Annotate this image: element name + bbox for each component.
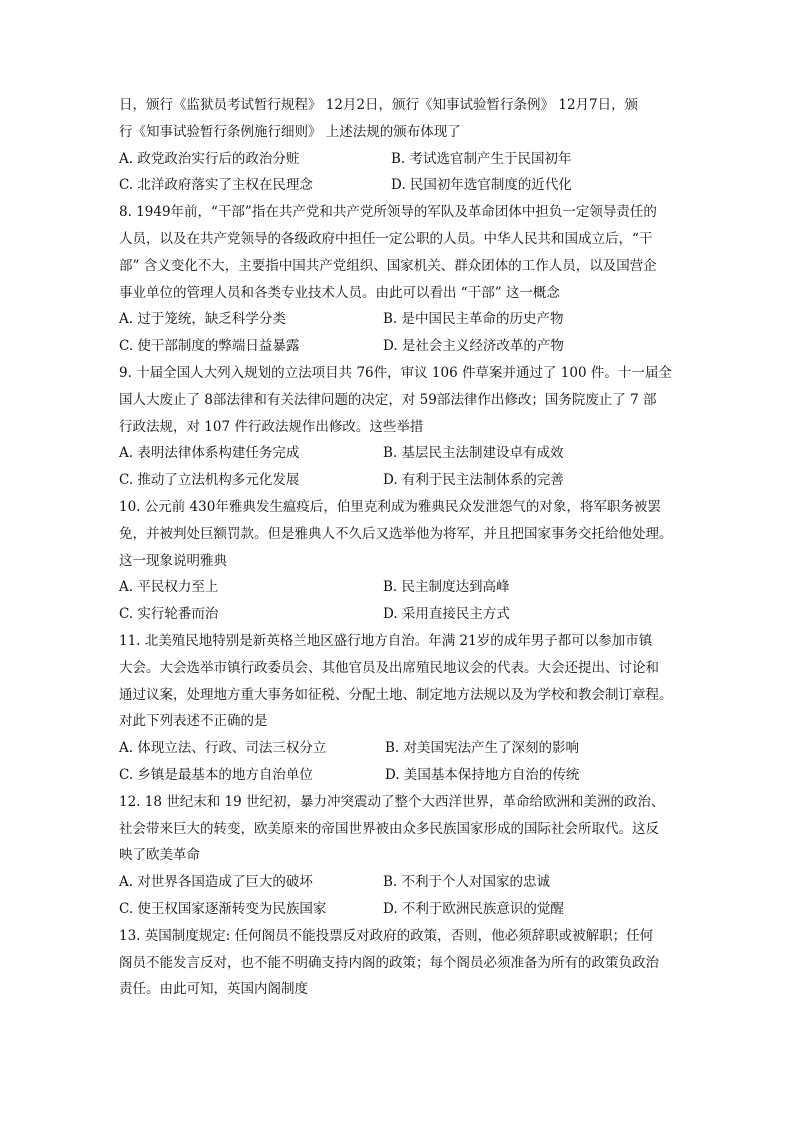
- question-9-options-row-2: [119, 467, 694, 494]
- question-11-stem-line-3: 通过议案，处理地方重大事务如征税、分配土地、制定地方法规以及为学校和教会制订章程。: [119, 686, 673, 703]
- question-8-stem-line-3: 部” 含义变化不大，主要指中国共产党组织、国家机关、群众团体的工作人员，以及国营企: [119, 257, 657, 274]
- question-12-options-row-1: [119, 869, 694, 896]
- question-11-option-b: B. 对美国宪法产生了深刻的影响: [385, 740, 580, 757]
- question-8-option-b: B. 是中国民主革命的历史产物: [383, 311, 564, 328]
- question-8-stem-line-1: 8. 1949年前，“干部”指在共产党和共产党所领导的军队及革命团体中担负一定领导责任的: [119, 204, 657, 221]
- question-9-options-row-1: [119, 440, 694, 467]
- question-13-stem-line-1: 13. 英国制度规定: 任何阁员不能投票反对政府的政策，否则，他必须辞职或被解职；任何: [119, 927, 654, 944]
- question-10-option-c: C. 实行轮番而治: [119, 606, 219, 623]
- question-7: [119, 92, 694, 199]
- question-9-stem-line-2: 国人大废止了 8部法律和有关法律问题的决定，对 59部法律作出修改；国务院废止了 7 部: [119, 391, 657, 408]
- question-11: [119, 628, 694, 789]
- question-11-stem-line-1: 11. 北美殖民地特别是新英格兰地区盛行地方自治。年满 21岁的成年男子都可以参加市镇: [119, 632, 653, 649]
- question-7-stem-line-1: 日，颁行《监狱员考试暂行规程》 12月2日，颁行《知事试验暂行条例》 12月7日，颁: [119, 97, 639, 113]
- question-12: [119, 789, 694, 923]
- question-12-options-row-2: [119, 896, 694, 923]
- question-8-option-c: C. 使干部制度的弊端日益暴露: [119, 338, 300, 355]
- question-13-stem-line-2: 阁员不能发言反对，也不能不明确支持内阁的政策；每个阁员必须准备为所有的政策负政治: [119, 954, 659, 971]
- question-11-options-row-2: [119, 762, 694, 789]
- question-7-stem-line-2: 行《知事试验暂行条例施行细则》 上述法规的颁布体现了: [119, 123, 461, 140]
- question-11-option-a: A. 体现立法、行政、司法三权分立: [119, 740, 327, 757]
- question-11-stem-line-4: 对此下列表述不正确的是: [119, 713, 268, 730]
- question-8-options-row-1: [119, 306, 694, 333]
- question-11-stem-line-2: 大会。大会选举市镇行政委员会、其他官员及出席殖民地议会的代表。大会还提出、讨论和: [119, 659, 659, 676]
- question-7-option-b: B. 考试选官制产生于民国初年: [391, 150, 572, 167]
- question-8: [119, 199, 694, 360]
- question-13-stem-line-3: 责任。由此可知，英国内阁制度: [119, 981, 308, 998]
- question-11-option-c: C. 乡镇是最基本的地方自治单位: [119, 766, 313, 783]
- question-10-option-a: A. 平民权力至上: [119, 579, 219, 596]
- question-8-option-d: D. 是社会主义经济改革的产物: [383, 338, 564, 355]
- question-12-option-c: C. 使王权国家逐渐转变为民族国家: [119, 900, 327, 917]
- question-9-option-d: D. 有利于民主法制体系的完善: [383, 472, 564, 489]
- question-7-options-row-1: [119, 146, 694, 173]
- question-11-options-row-1: [119, 735, 694, 762]
- question-10: [119, 494, 694, 628]
- question-7-option-c: C. 北洋政府落实了主权在民理念: [119, 177, 313, 194]
- question-8-stem-line-2: 人员，以及在共产党领导的各级政府中担任一定公职的人员。中华人民共和国成立后，“干: [119, 230, 653, 247]
- question-10-stem-line-2: 免，并被判处巨额罚款。但是雅典人不久后又选举他为将军，并且把国家事务交托给他处理。: [119, 525, 673, 542]
- question-7-options-row-2: [119, 172, 694, 199]
- question-9-option-c: C. 推动了立法机构多元化发展: [119, 472, 300, 489]
- question-7-option-a: A. 政党政治实行后的政治分赃: [119, 150, 300, 167]
- question-8-stem-line-4: 事业单位的管理人员和各类专业技术人员。由此可以看出 “干部” 这一概念: [119, 284, 560, 301]
- question-10-options-row-1: [119, 574, 694, 601]
- question-7-option-d: D. 民国初年选官制度的近代化: [391, 177, 572, 194]
- question-12-option-d: D. 不利于欧洲民族意识的觉醒: [383, 900, 564, 917]
- question-10-options-row-2: [119, 601, 694, 628]
- question-8-option-a: A. 过于笼统，缺乏科学分类: [119, 311, 286, 328]
- question-8-options-row-2: [119, 333, 694, 360]
- question-12-stem-line-2: 社会带来巨大的转变，欧美原来的帝国世界被由众多民族国家形成的国际社会所取代。这反: [119, 820, 659, 837]
- question-12-option-b: B. 不利于个人对国家的忠诚: [383, 874, 551, 891]
- question-12-option-a: A. 对世界各国造成了巨大的破坏: [119, 874, 313, 891]
- question-12-stem-line-3: 映了欧美革命: [119, 847, 200, 864]
- question-9-stem-line-3: 行政法规，对 107 件行政法规作出修改。这些举措: [119, 418, 424, 435]
- question-13: [119, 923, 694, 1003]
- question-9-option-b: B. 基层民主法制建设卓有成效: [383, 445, 564, 462]
- question-9: [119, 360, 694, 494]
- question-10-stem-line-3: 这一现象说明雅典: [119, 552, 227, 569]
- question-10-option-d: D. 采用直接民主方式: [383, 606, 510, 623]
- question-11-option-d: D. 美国基本保持地方自治的传统: [385, 766, 580, 783]
- question-10-option-b: B. 民主制度达到高峰: [383, 579, 510, 596]
- question-9-stem-line-1: 9. 十届全国人大列入规划的立法项目共 76件，审议 106 件草案并通过了 100 件。十一届全: [119, 364, 672, 381]
- question-12-stem-line-1: 12. 18 世纪末和 19 世纪初，暴力冲突震动了整个大西洋世界，革命给欧洲和美洲的政治、: [119, 793, 665, 810]
- question-10-stem-line-1: 10. 公元前 430年雅典发生瘟疫后，伯里克利成为雅典民众发泄怨气的对象，将军职务被罢: [119, 498, 661, 515]
- question-9-option-a: A. 表明法律体系构建任务完成: [119, 445, 300, 462]
